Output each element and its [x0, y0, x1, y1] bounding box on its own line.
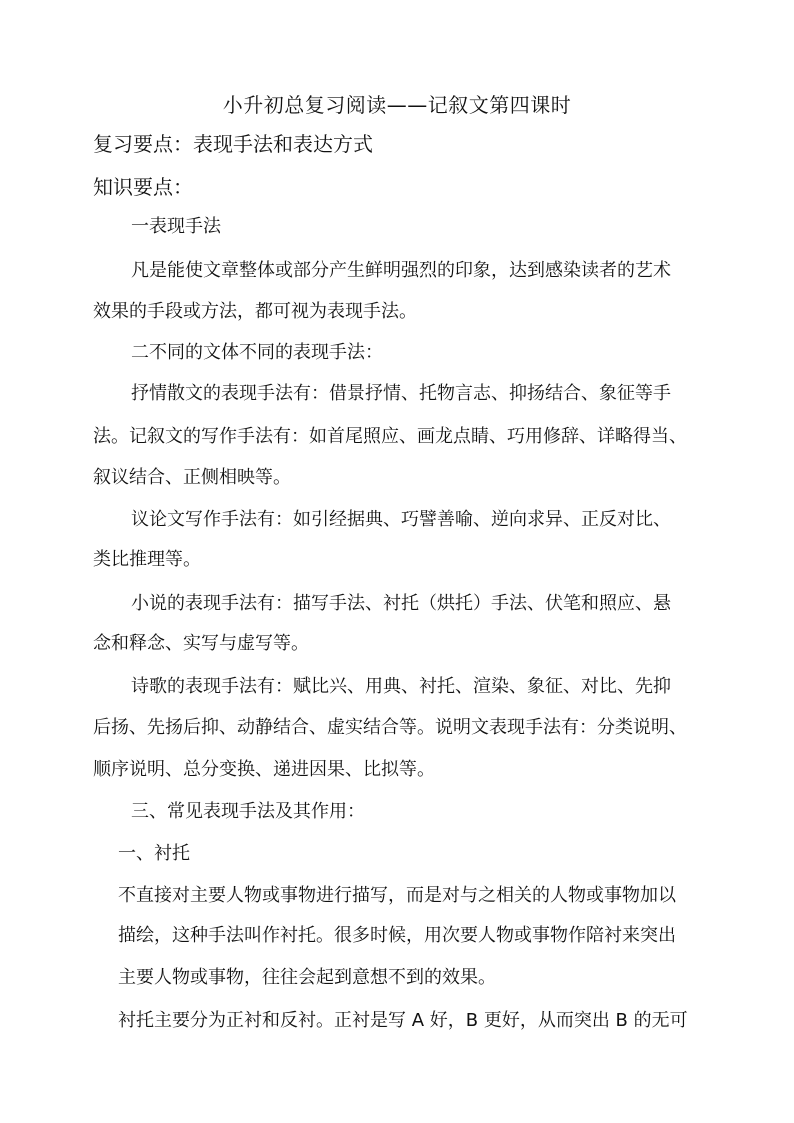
contrast-line-2: 描绘，这种手法叫作衬托。很多时候，用次要人物或事物作陪衬来突出: [118, 925, 676, 946]
argument-line-1: 议论文写作手法有：如引经据典、巧譬善喻、逆向求异、正反对比、: [131, 509, 671, 530]
item-1-heading: 一、衬托: [118, 843, 190, 864]
novel-line-1: 小说的表现手法有：描写手法、衬托（烘托）手法、伏笔和照应、悬: [131, 593, 671, 614]
section-1-paragraph-line-1: 凡是能使文章整体或部分产生鲜明强烈的印象，达到感染读者的艺术: [131, 260, 671, 281]
section-1-heading: 一表现手法: [131, 216, 221, 237]
lyric-prose-line-1: 抒情散文的表现手法有：借景抒情、托物言志、抑扬结合、象征等手: [131, 383, 671, 404]
contrast-line-3: 主要人物或事物，往往会起到意想不到的效果。: [118, 967, 496, 988]
poem-line-1: 诗歌的表现手法有：赋比兴、用典、衬托、渲染、象征、对比、先抑: [131, 676, 671, 697]
section-2-heading: 二不同的文体不同的表现手法：: [131, 342, 383, 363]
argument-line-2: 类比推理等。: [93, 549, 201, 570]
contrast-line-1: 不直接对主要人物或事物进行描写，而是对与之相关的人物或事物加以: [118, 885, 676, 906]
section-3-heading: 三、常见表现手法及其作用：: [131, 801, 365, 822]
lyric-prose-line-2: 法。记叙文的写作手法有：如首尾照应、画龙点睛、巧用修辞、详略得当、: [93, 426, 687, 447]
poem-line-2: 后扬、先扬后抑、动静结合、虚实结合等。说明文表现手法有：分类说明、: [93, 717, 687, 738]
knowledge-points-heading: 知识要点：: [93, 175, 193, 199]
contrast-types-line-1: 衬托主要分为正衬和反衬。正衬是写 A 好，B 更好，从而突出 B 的无可: [118, 1010, 688, 1031]
novel-line-2: 念和释念、实写与虚写等。: [93, 633, 309, 654]
page-title: 小升初总复习阅读——记叙文第四课时: [222, 93, 572, 117]
review-points-heading: 复习要点：表现手法和表达方式: [93, 132, 373, 156]
lyric-prose-line-3: 叙议结合、正侧相映等。: [93, 467, 291, 488]
poem-line-3: 顺序说明、总分变换、递进因果、比拟等。: [93, 759, 435, 780]
section-1-paragraph-line-2: 效果的手段或方法，都可视为表现手法。: [93, 301, 417, 322]
